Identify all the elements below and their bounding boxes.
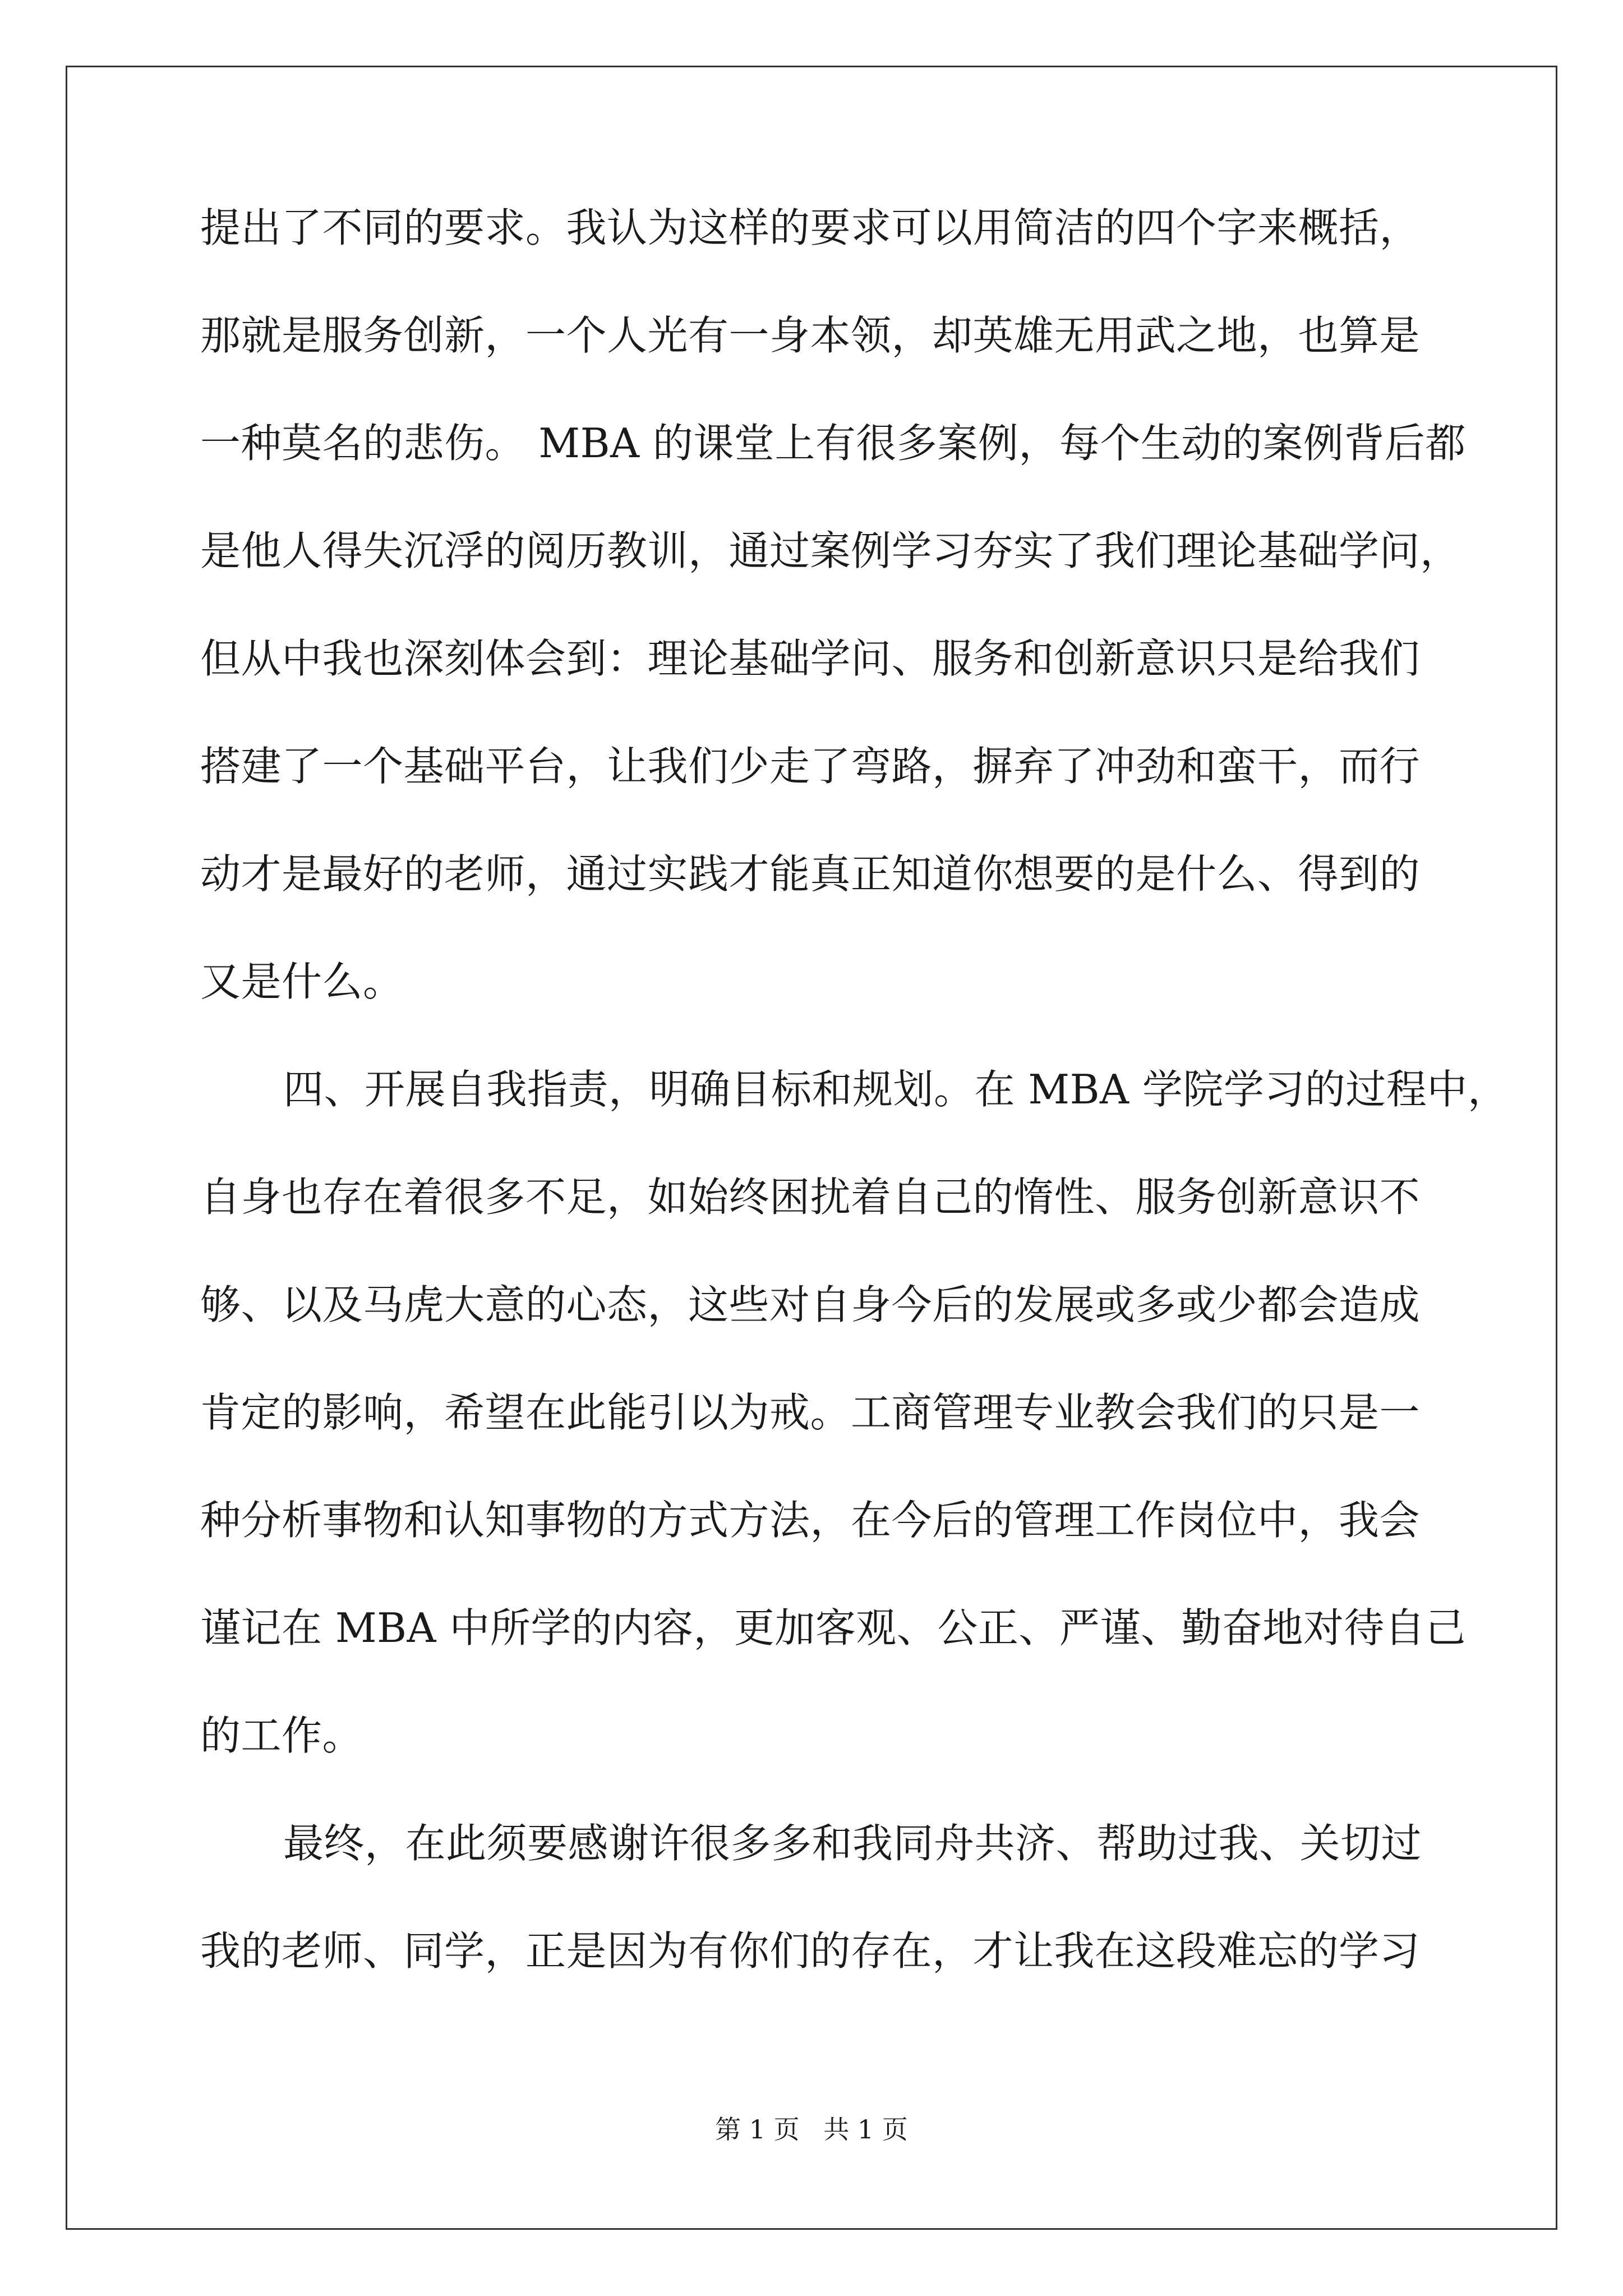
text-line: 够、以及马虎大意的心态，这些对自身今后的发展或多或少都会造成 [200,1281,1421,1328]
text-line: 自身也存在着很多不足，如始终困扰着自己的惰性、服务创新意识不 [200,1174,1421,1221]
page-footer [0,2109,1623,2146]
text-line: 谨记在 MBA 中所学的内容，更加客观、公正、严谨、勤奋地对待自己 [200,1604,1466,1651]
text-line: 但从中我也深刻体会到：理论基础学问、服务和创新意识只是给我们 [200,635,1421,682]
text-line: 是他人得失沉浮的阅历教训，通过案例学习夯实了我们理论基础学问， [200,527,1461,574]
document-body [200,204,1509,2039]
text-line: 提出了不同的要求。我认为这样的要求可以用简洁的四个字来概括， [200,204,1421,251]
text-line: 动才是最好的老师，通过实践才能真正知道你想要的是什么、得到的 [200,850,1421,898]
text-line: 那就是服务创新，一个人光有一身本领，却英雄无用武之地，也算是 [200,312,1421,359]
text-line: 的工作。 [200,1712,363,1759]
paragraph-start-line: 最终，在此须要感谢许很多多和我同舟共济、帮助过我、关切过 [283,1820,1422,1867]
text-line: 一种莫名的悲伤。 MBA 的课堂上有很多案例，每个生动的案例背后都 [200,420,1466,467]
text-line: 又是什么。 [200,958,404,1005]
text-line: 肯定的影响，希望在此能引以为戒。工商管理专业教会我们的只是一 [200,1389,1421,1436]
page-number: 第 1 页 [715,2114,800,2145]
text-line: 种分析事物和认知事物的方式方法，在今后的管理工作岗位中，我会 [200,1497,1421,1544]
text-line: 搭建了一个基础平台，让我们少走了弯路，摒弃了冲劲和蛮干，而行 [200,743,1421,790]
page-total: 共 1 页 [823,2114,908,2145]
text-line: 我的老师、同学，正是因为有你们的存在，才让我在这段难忘的学习 [200,1927,1421,1975]
paragraph-start-line: 四、开展自我指责，明确目标和规划。在 MBA 学院学习的过程中， [283,1066,1509,1113]
